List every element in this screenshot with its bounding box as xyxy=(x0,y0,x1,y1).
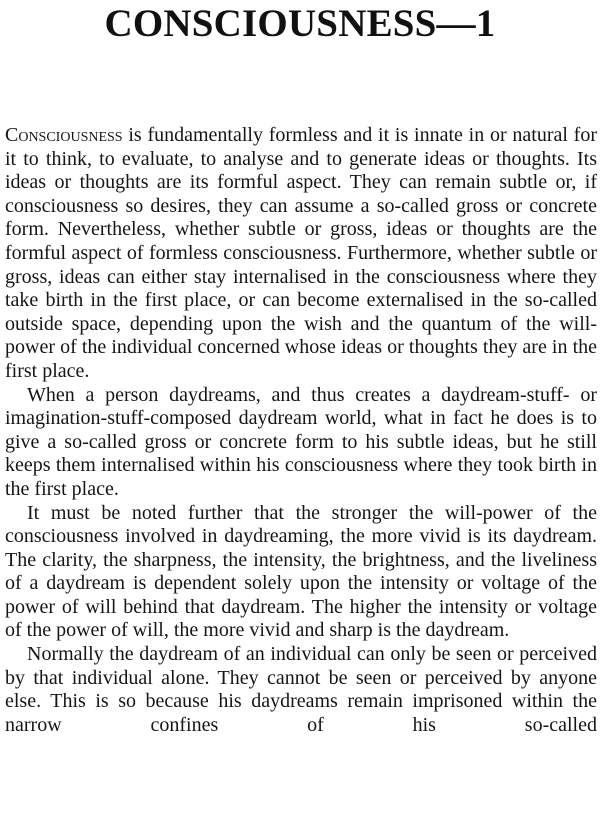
paragraph-1 xyxy=(5,124,597,384)
chapter-title: CONSCIOUSNESS—1 xyxy=(104,2,496,45)
body-text xyxy=(5,124,597,737)
paragraph-4: Normally the daydream of an individual can only be seen or perceived by that individual alone. They cannot be seen or perceived by anyone else. This is so because his daydreams remain imprisoned within the narrow confines of his so-called xyxy=(5,643,597,736)
paragraph-3: It must be noted further that the stronger the will-power of the consciousness involved in daydreaming, the more vivid is its daydream. The clarity, the sharpness, the intensity, the brightness, and the liveliness of a daydream is dependent solely upon the intensity or voltage of the power of will behind that daydream. The higher the intensity or voltage of the power of will, the more vivid and sharp is the daydream. xyxy=(5,501,597,642)
paragraph-2: When a person daydreams, and thus creates a daydream-stuff- or imagination-stuff-composed daydream world, what in fact he does is to give a so-called gross or concrete form to his subtle ideas, but he still keeps them internalised within his consciousness where they took birth in the first place. xyxy=(5,383,597,500)
paragraph-1-text: is fundamentally formless and it is innate in or natural for it to think, to evaluate, to analyse and to generate ideas or thoughts. Its ideas or thoughts are its formful aspect. They can remain subtle or, if consciousness so desires, they can assume a so-called gross or concrete form. Nevertheless, whether subtle or gross, ideas or thoughts are the formful aspect of formless consciousness. Furthermore, whether subtle or gross, ideas can either stay internalised in the consciousness where they take birth in the first place, or can become externalised in the so-called outside space, depending upon the wish and the quantum of the will-power of the individual concerned whose ideas or thoughts they are in the first place. xyxy=(5,124,597,382)
opening-word: Consciousness xyxy=(5,124,123,146)
